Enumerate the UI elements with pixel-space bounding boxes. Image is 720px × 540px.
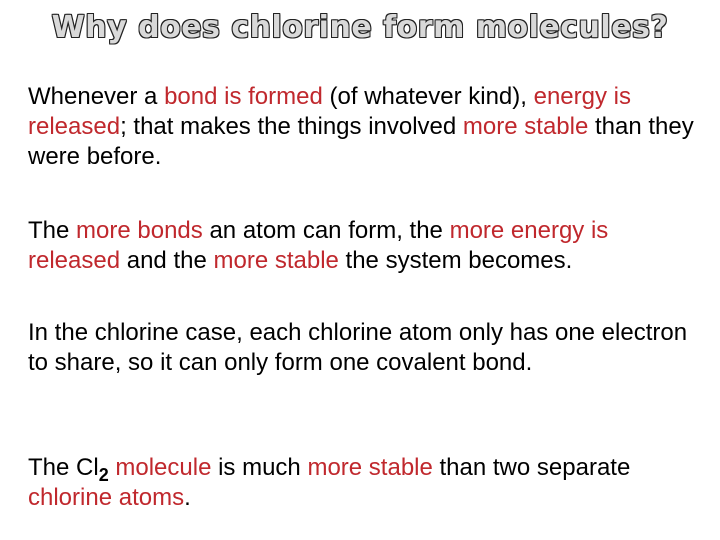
paragraph-more-bonds [28, 216, 698, 276]
highlight-more-bonds: more bonds [76, 217, 203, 244]
text-segment: The [28, 217, 77, 244]
text-segment: . [184, 484, 191, 511]
text-segment: is much [211, 454, 308, 481]
text-segment: an atom can form, the [202, 217, 450, 244]
text-segment: (of whatever kind), [322, 83, 534, 110]
highlight-chlorine-atoms: chlorine atoms [28, 484, 185, 511]
text-segment: In the chlorine case, each chlorine atom only has one electron to share, so it can only form one covalent bond. [28, 319, 688, 376]
highlight-energy-is-released: energy is released [28, 83, 631, 140]
subscript-2: 2 [98, 465, 109, 485]
text-segment: the system becomes. [338, 247, 573, 274]
text-segment: than two separate [432, 454, 631, 481]
highlight-more-stable: more stable [307, 454, 433, 481]
text-segment: The Cl [28, 454, 99, 481]
highlight-more-stable: more stable [462, 113, 589, 140]
text-segment: than they were before. [28, 113, 694, 170]
paragraph-cl2-molecule [28, 453, 698, 513]
highlight-molecule: molecule [115, 454, 212, 481]
paragraph-bond-energy [28, 82, 698, 172]
paragraph-chlorine-case [28, 318, 698, 378]
slide-title: Why does chlorine form molecules? [51, 10, 669, 45]
text-segment: Whenever a [28, 83, 165, 110]
highlight-bond-is-formed: bond is formed [164, 83, 323, 110]
highlight-more-stable: more stable [213, 247, 339, 274]
highlight-more-energy-released: more energy is released [28, 217, 609, 274]
text-segment: ; that makes the things involved [120, 113, 463, 140]
text-segment: and the [120, 247, 214, 274]
